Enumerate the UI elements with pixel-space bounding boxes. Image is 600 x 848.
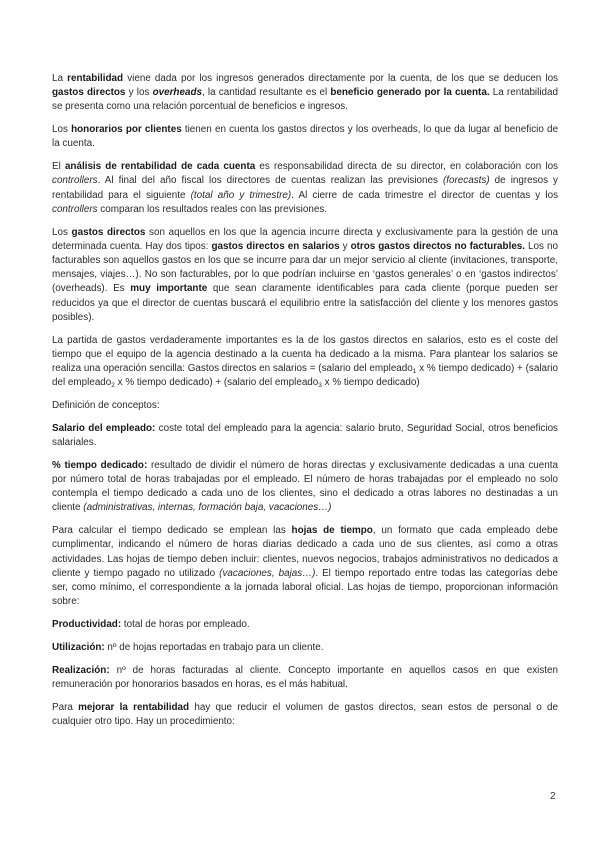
text: Para calcular el tiempo dedicado se emplean las xyxy=(52,525,292,537)
text: nº de horas facturadas al cliente. Concepto importante en aquellos casos en que existen remuneración por honorarios basados en horas, es el más habitual. xyxy=(52,664,558,690)
paragraph-rentabilidad xyxy=(52,72,558,115)
paragraph-salario-empleado xyxy=(52,422,558,450)
paragraph-mejorar-rentabilidad xyxy=(52,701,558,729)
paragraph-salarios xyxy=(52,334,558,391)
bold-term: % tiempo dedicado: xyxy=(52,459,148,471)
bold-term: Utilización: xyxy=(52,641,105,653)
subscript: 3 xyxy=(318,382,322,390)
text: son aquellos en los que la agencia incurre directa y exclusivamente para la gestión de una determinada cuenta. Hay dos tipos: xyxy=(52,226,558,252)
text: Para xyxy=(52,701,79,713)
bold-term: honorarios por clientes xyxy=(71,124,182,136)
text: Los no facturables son aquellos gastos en los que se incurre para dar un mejor servicio al cliente (invitaciones, transporte, mensajes, viajes…). No son facturables, por lo que podrían incluirse en ‘gastos generales’ o en ‘gastos indirectos’ (overheads). Es xyxy=(52,240,558,295)
paragraph-utilizacion xyxy=(52,641,558,655)
paragraph-tiempo-dedicado xyxy=(52,459,558,516)
text: hay que reducir el volumen de gastos directos, sean estos de personal o de cualquier otro tipo. Hay un procedimiento: xyxy=(52,701,559,727)
text: resultado de dividir el número de horas directas y exclusivamente dedicadas a una cuenta por número total de horas trabajadas por el empleado. El número de horas trabajadas por el empleado no solo contempla el tiempo dedicado a cada uno de los clientes, sino el dedicado a otras labores no destinadas a un cliente xyxy=(52,459,558,514)
italic-term: (forecasts) xyxy=(442,175,490,187)
text: La partida de gastos verdaderamente importantes es la de los gastos directos en salarios, esto es el coste del tiempo que el equipo de la agencia destinado a la cuenta ha dedicado a la misma. Para plantear los salarios se realiza una operación sencilla: Gastos directos en salarios = (salario del empleado xyxy=(52,334,558,375)
bold-term: Salario del empleado: xyxy=(52,422,156,434)
text: que sean claramente identificables para cada cliente (porque pueden ser reducidos ya que el director de cuentas buscará el equilibrio entre la satisfacción del cliente y los menores gastos posibles). xyxy=(52,283,558,323)
text: coste total del empleado para la agencia: salario bruto, Seguridad Social, otros beneficios salariales. xyxy=(52,422,558,449)
bold-term: muy importante xyxy=(130,283,208,295)
paragraph-analisis xyxy=(52,160,558,217)
italic-term: (administrativas, internas, formación baja, vacaciones…) xyxy=(83,502,332,514)
bold-term: gastos directos xyxy=(71,226,146,238)
text: Los xyxy=(52,124,72,136)
text: . Al cierre de cada trimestre el director de cuentas y los xyxy=(291,189,559,201)
bold-term: análisis de rentabilidad de cada cuenta xyxy=(64,161,256,173)
subscript: 1 xyxy=(412,368,417,376)
paragraph-honorarios xyxy=(52,123,558,151)
bold-term: hojas de tiempo xyxy=(291,525,373,537)
text: viene dada por los ingresos generados directamente por la cuenta, de los que se deducen los xyxy=(123,73,558,84)
text: Los xyxy=(52,226,72,238)
italic-term: (total año y trimestre) xyxy=(190,189,292,201)
text: La rentabilidad se presenta como una relación porcentual de beneficios e ingresos. xyxy=(52,87,558,113)
text: y los xyxy=(125,87,153,99)
text: La xyxy=(52,73,68,84)
bold-term: gastos directos xyxy=(52,87,126,99)
paragraph-definicion xyxy=(52,399,558,413)
page-number: 2 xyxy=(550,791,556,802)
paragraph-productividad xyxy=(52,618,558,632)
text: x % tiempo dedicado) + (salario del empleado xyxy=(114,377,319,389)
text: Definición de conceptos: xyxy=(52,400,160,412)
text: , la cantidad resultante es el xyxy=(201,87,331,99)
bold-term: gastos directos en salarios xyxy=(211,240,340,252)
text: comparan los resultados reales con las previsiones. xyxy=(97,203,327,215)
bold-term: otros gastos directos no facturables. xyxy=(350,240,526,252)
subscript: 2 xyxy=(111,382,115,390)
text: x % tiempo dedicado) + (salario del empleado xyxy=(52,363,558,389)
bold-term: rentabilidad xyxy=(67,73,124,84)
text: nº de hojas reportadas en trabajo para un cliente. xyxy=(104,641,324,653)
paragraph-gastos-directos xyxy=(52,226,558,325)
bold-term: Realización: xyxy=(52,664,110,676)
italic-term: controllers xyxy=(52,203,98,215)
italic-term: controllers xyxy=(52,175,98,187)
bold-term: beneficio generado por la cuenta. xyxy=(330,87,490,99)
paragraph-hojas-tiempo xyxy=(52,524,558,609)
text: . Al final del año fiscal los directores de cuentas realizan las previsiones xyxy=(97,175,443,187)
paragraph-realizacion xyxy=(52,664,558,692)
bold-term: mejorar la rentabilidad xyxy=(78,701,190,713)
text: tienen en cuenta los gastos directos y los overheads, lo que da lugar al beneficio de la cuenta. xyxy=(52,124,558,150)
text: . El tiempo reportado entre todas las categorías debe ser, como mínimo, el correspondiente a la jornada laboral oficial. Las hojas de tiempo, proporcionan información sobre: xyxy=(52,567,558,608)
document-body xyxy=(52,72,558,738)
text: El xyxy=(52,161,65,173)
text: , un formato que cada empleado debe cumplimentar, indicando el número de horas diarias dedicado a cada uno de sus clientes, así como a otras actividades. Las hojas de tiempo deben incluir: clientes, nuevos negocios, trabajos administrativos no dedicados a cliente y tiempo pagado no utilizado xyxy=(52,525,558,579)
italic-term: (vacaciones, bajas…) xyxy=(219,567,316,579)
text: es responsabilidad directa de su director, en colaboración con los xyxy=(255,161,558,173)
text: y xyxy=(339,240,351,252)
text: total de horas por empleado. xyxy=(121,619,250,631)
text: x % tiempo dedicado) xyxy=(321,377,420,389)
bold-italic-term: overheads xyxy=(152,87,202,99)
bold-term: Productividad: xyxy=(52,619,122,631)
text: de ingresos y rentabilidad para el siguiente xyxy=(52,175,558,201)
